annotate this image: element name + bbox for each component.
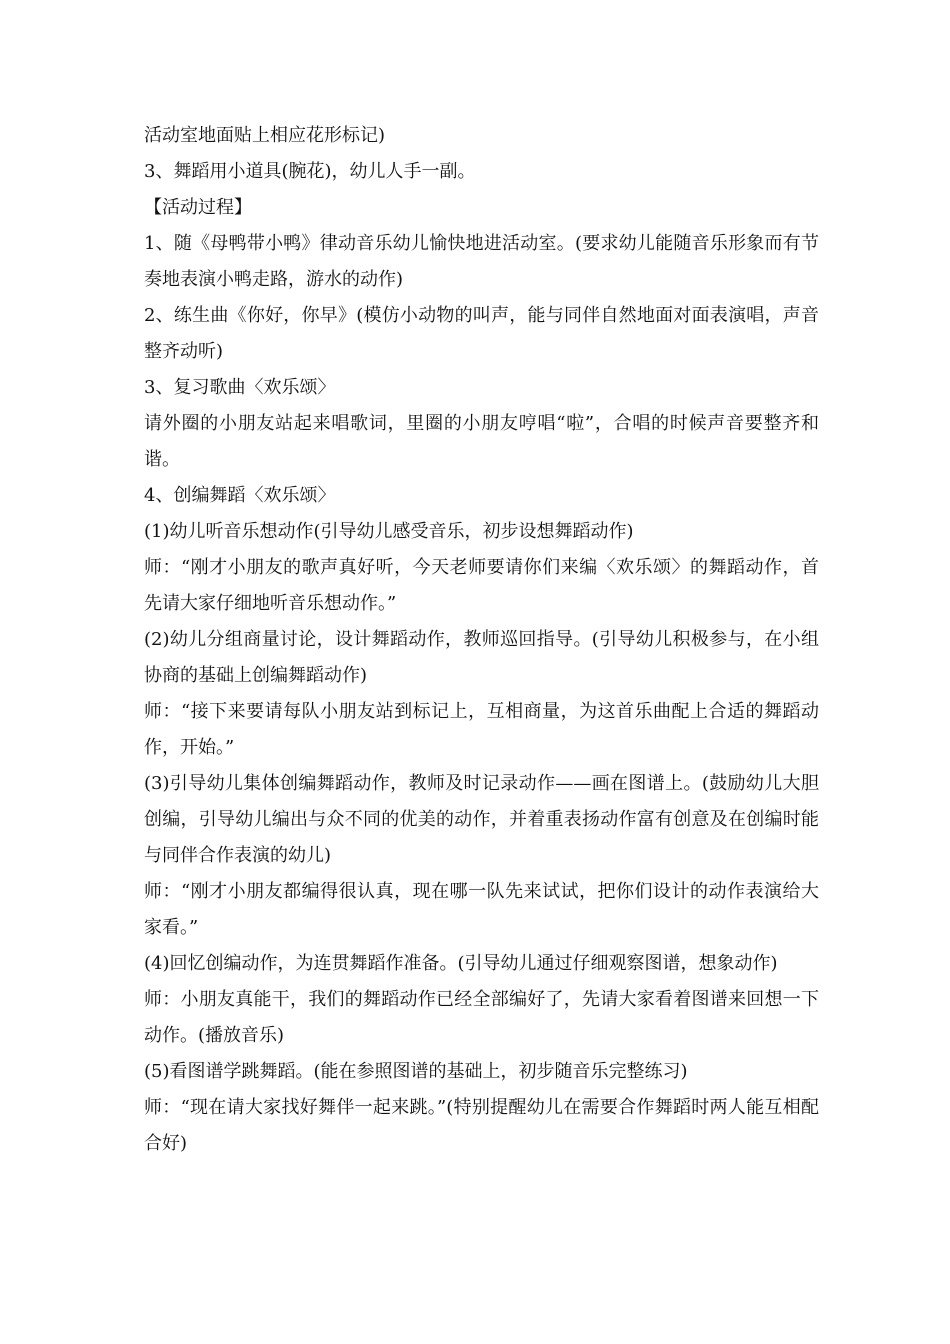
paragraph-step-3: 3、复习歌曲〈欢乐颂〉: [144, 377, 336, 398]
paragraph-teacher-quote-5: 师：“现在请大家找好舞伴一起来跳。”(特别提醒幼儿在需要合作舞蹈时两人能互相配合好): [144, 1097, 819, 1154]
paragraph-substep-4: (4)回忆创编动作，为连贯舞蹈作准备。(引导幼儿通过仔细观察图谱，想象动作): [144, 953, 778, 974]
paragraph-substep-3: (3)引导幼儿集体创编舞蹈动作，教师及时记录动作——画在图谱上。(鼓励幼儿大胆创编，引导幼儿编出与众不同的优美的动作，并着重表扬动作富有创意及在创编时能与同伴合作表演的幼儿): [144, 773, 819, 866]
paragraph-teacher-quote-3: 师：“刚才小朋友都编得很认真，现在哪一队先来试试，把你们设计的动作表演给大家看。”: [144, 881, 819, 938]
paragraph-substep-5: (5)看图谱学跳舞蹈。(能在参照图谱的基础上，初步随音乐完整练习): [144, 1061, 688, 1082]
paragraph-teacher-quote-4: 师：小朋友真能干，我们的舞蹈动作已经全部编好了，先请大家看着图谱来回想一下动作。(播放音乐): [144, 989, 819, 1046]
paragraph-teacher-quote-1: 师：“刚才小朋友的歌声真好听，今天老师要请你们来编〈欢乐颂〉的舞蹈动作，首先请大家仔细地听音乐想动作。”: [144, 557, 819, 614]
paragraph-step-1: 1、随《母鸭带小鸭》律动音乐幼儿愉快地进活动室。(要求幼儿能随音乐形象而有节奏地表演小鸭走路，游水的动作): [144, 233, 819, 290]
paragraph-props: 3、舞蹈用小道具(腕花)，幼儿人手一副。: [144, 161, 476, 182]
paragraph-substep-2: (2)幼儿分组商量讨论，设计舞蹈动作，教师巡回指导。(引导幼儿积极参与，在小组协商的基础上创编舞蹈动作): [144, 629, 819, 686]
document-body: [144, 118, 819, 1162]
paragraph-teacher-quote-2: 师：“接下来要请每队小朋友站到标记上，互相商量，为这首乐曲配上合适的舞蹈动作，开始。”: [144, 701, 819, 758]
paragraph-step-4: 4、创编舞蹈〈欢乐颂〉: [144, 485, 336, 506]
paragraph-step-2: 2、练生曲《你好，你早》(模仿小动物的叫声，能与同伴自然地面对面表演唱，声音整齐动听): [144, 305, 819, 362]
paragraph-substep-1: (1)幼儿听音乐想动作(引导幼儿感受音乐，初步设想舞蹈动作): [144, 521, 634, 542]
paragraph-materials-note: 活动室地面贴上相应花形标记): [144, 125, 386, 146]
paragraph-step-3-detail: 请外圈的小朋友站起来唱歌词，里圈的小朋友哼唱“啦”，合唱的时候声音要整齐和谐。: [144, 413, 819, 470]
section-heading-process: 【活动过程】: [144, 197, 252, 218]
